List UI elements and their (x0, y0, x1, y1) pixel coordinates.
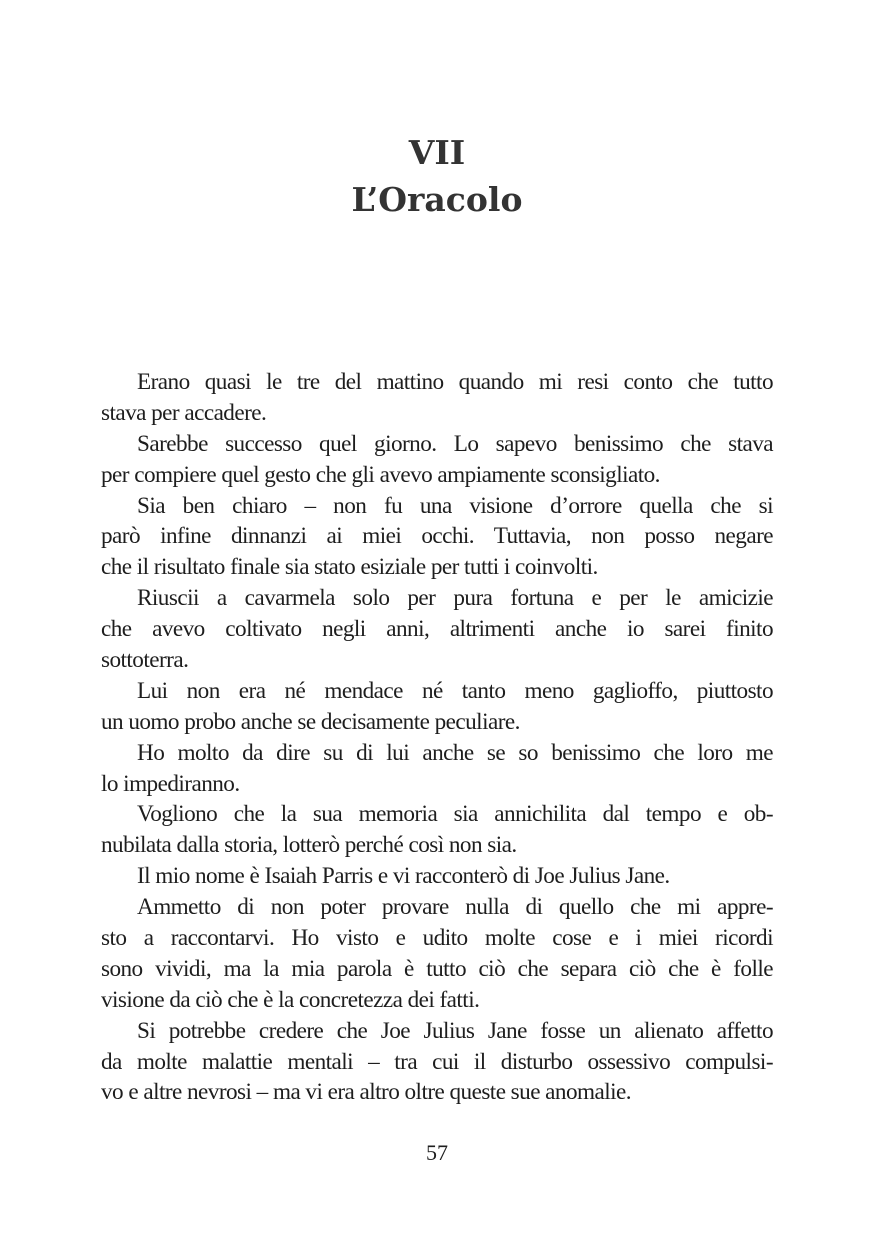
text-line: da molte malattie mentali – tra cui il disturbo ossessivo compulsi- (101, 1048, 773, 1075)
page-number: 57 (426, 1140, 448, 1165)
text-line: Ho molto da dire su di lui anche se so benissimo che loro me (137, 739, 773, 766)
text-line: nubilata dalla storia, lotterò perché così non sia. (101, 832, 517, 859)
paragraph (101, 799, 773, 861)
paragraph (101, 892, 773, 1016)
paragraph (101, 583, 773, 676)
text-line: per compiere quel gesto che gli avevo ampiamente sconsigliato. (101, 461, 660, 488)
text-line: che avevo coltivato negli anni, altrimenti anche io sarei finito (101, 616, 773, 643)
text-line: Si potrebbe credere che Joe Julius Jane fosse un alienato affetto (137, 1017, 773, 1044)
text-line: sono vividi, ma la mia parola è tutto ciò che separa ciò che è folle (101, 955, 773, 982)
text-line: sto a raccontarvi. Ho visto e udito molte cose e i miei ricordi (101, 925, 773, 952)
text-line: Sarebbe successo quel giorno. Lo sapevo benissimo che stava (137, 430, 773, 457)
text-line: Vogliono che la sua memoria sia annichilita dal tempo e ob- (137, 801, 773, 828)
paragraph (101, 1016, 773, 1109)
text-line: Sia ben chiaro – non fu una visione d’orrore quella che si (137, 492, 773, 519)
text-line: Lui non era né mendace né tanto meno gaglioffo, piuttosto (137, 677, 773, 704)
text-line: visione da ciò che è la concretezza dei fatti. (101, 986, 480, 1013)
chapter-number: VII (408, 133, 466, 172)
paragraph (101, 676, 773, 738)
chapter-title: L’Oracolo (351, 180, 523, 219)
paragraph (101, 491, 773, 584)
text-line: che il risultato finale sia stato esiziale per tutti i coinvolti. (101, 554, 598, 581)
paragraph (101, 738, 773, 800)
text-line: Erano quasi le tre del mattino quando mi resi conto che tutto (137, 369, 773, 395)
text-line: vo e altre nevrosi – ma vi era altro oltre queste sue anomalie. (101, 1079, 632, 1106)
text-line: un uomo probo anche se decisamente peculiare. (101, 708, 520, 735)
text-line: lo impediranno. (101, 770, 240, 797)
text-line: sottoterra. (101, 647, 189, 674)
text-line: Il mio nome è Isaiah Parris e vi racconterò di Joe Julius Jane. (137, 863, 670, 890)
text-line: stava per accadere. (101, 399, 267, 426)
body-text (101, 367, 773, 1108)
paragraph (101, 367, 773, 429)
text-line: Ammetto di non poter provare nulla di quello che mi appre- (137, 894, 773, 921)
chapter-heading (0, 128, 874, 222)
paragraph (101, 861, 773, 892)
text-line: Riuscii a cavarmela solo per pura fortuna e per le amicizie (137, 585, 773, 612)
paragraph (101, 429, 773, 491)
text-line: parò infine dinnanzi ai miei occhi. Tuttavia, non posso negare (101, 523, 773, 550)
